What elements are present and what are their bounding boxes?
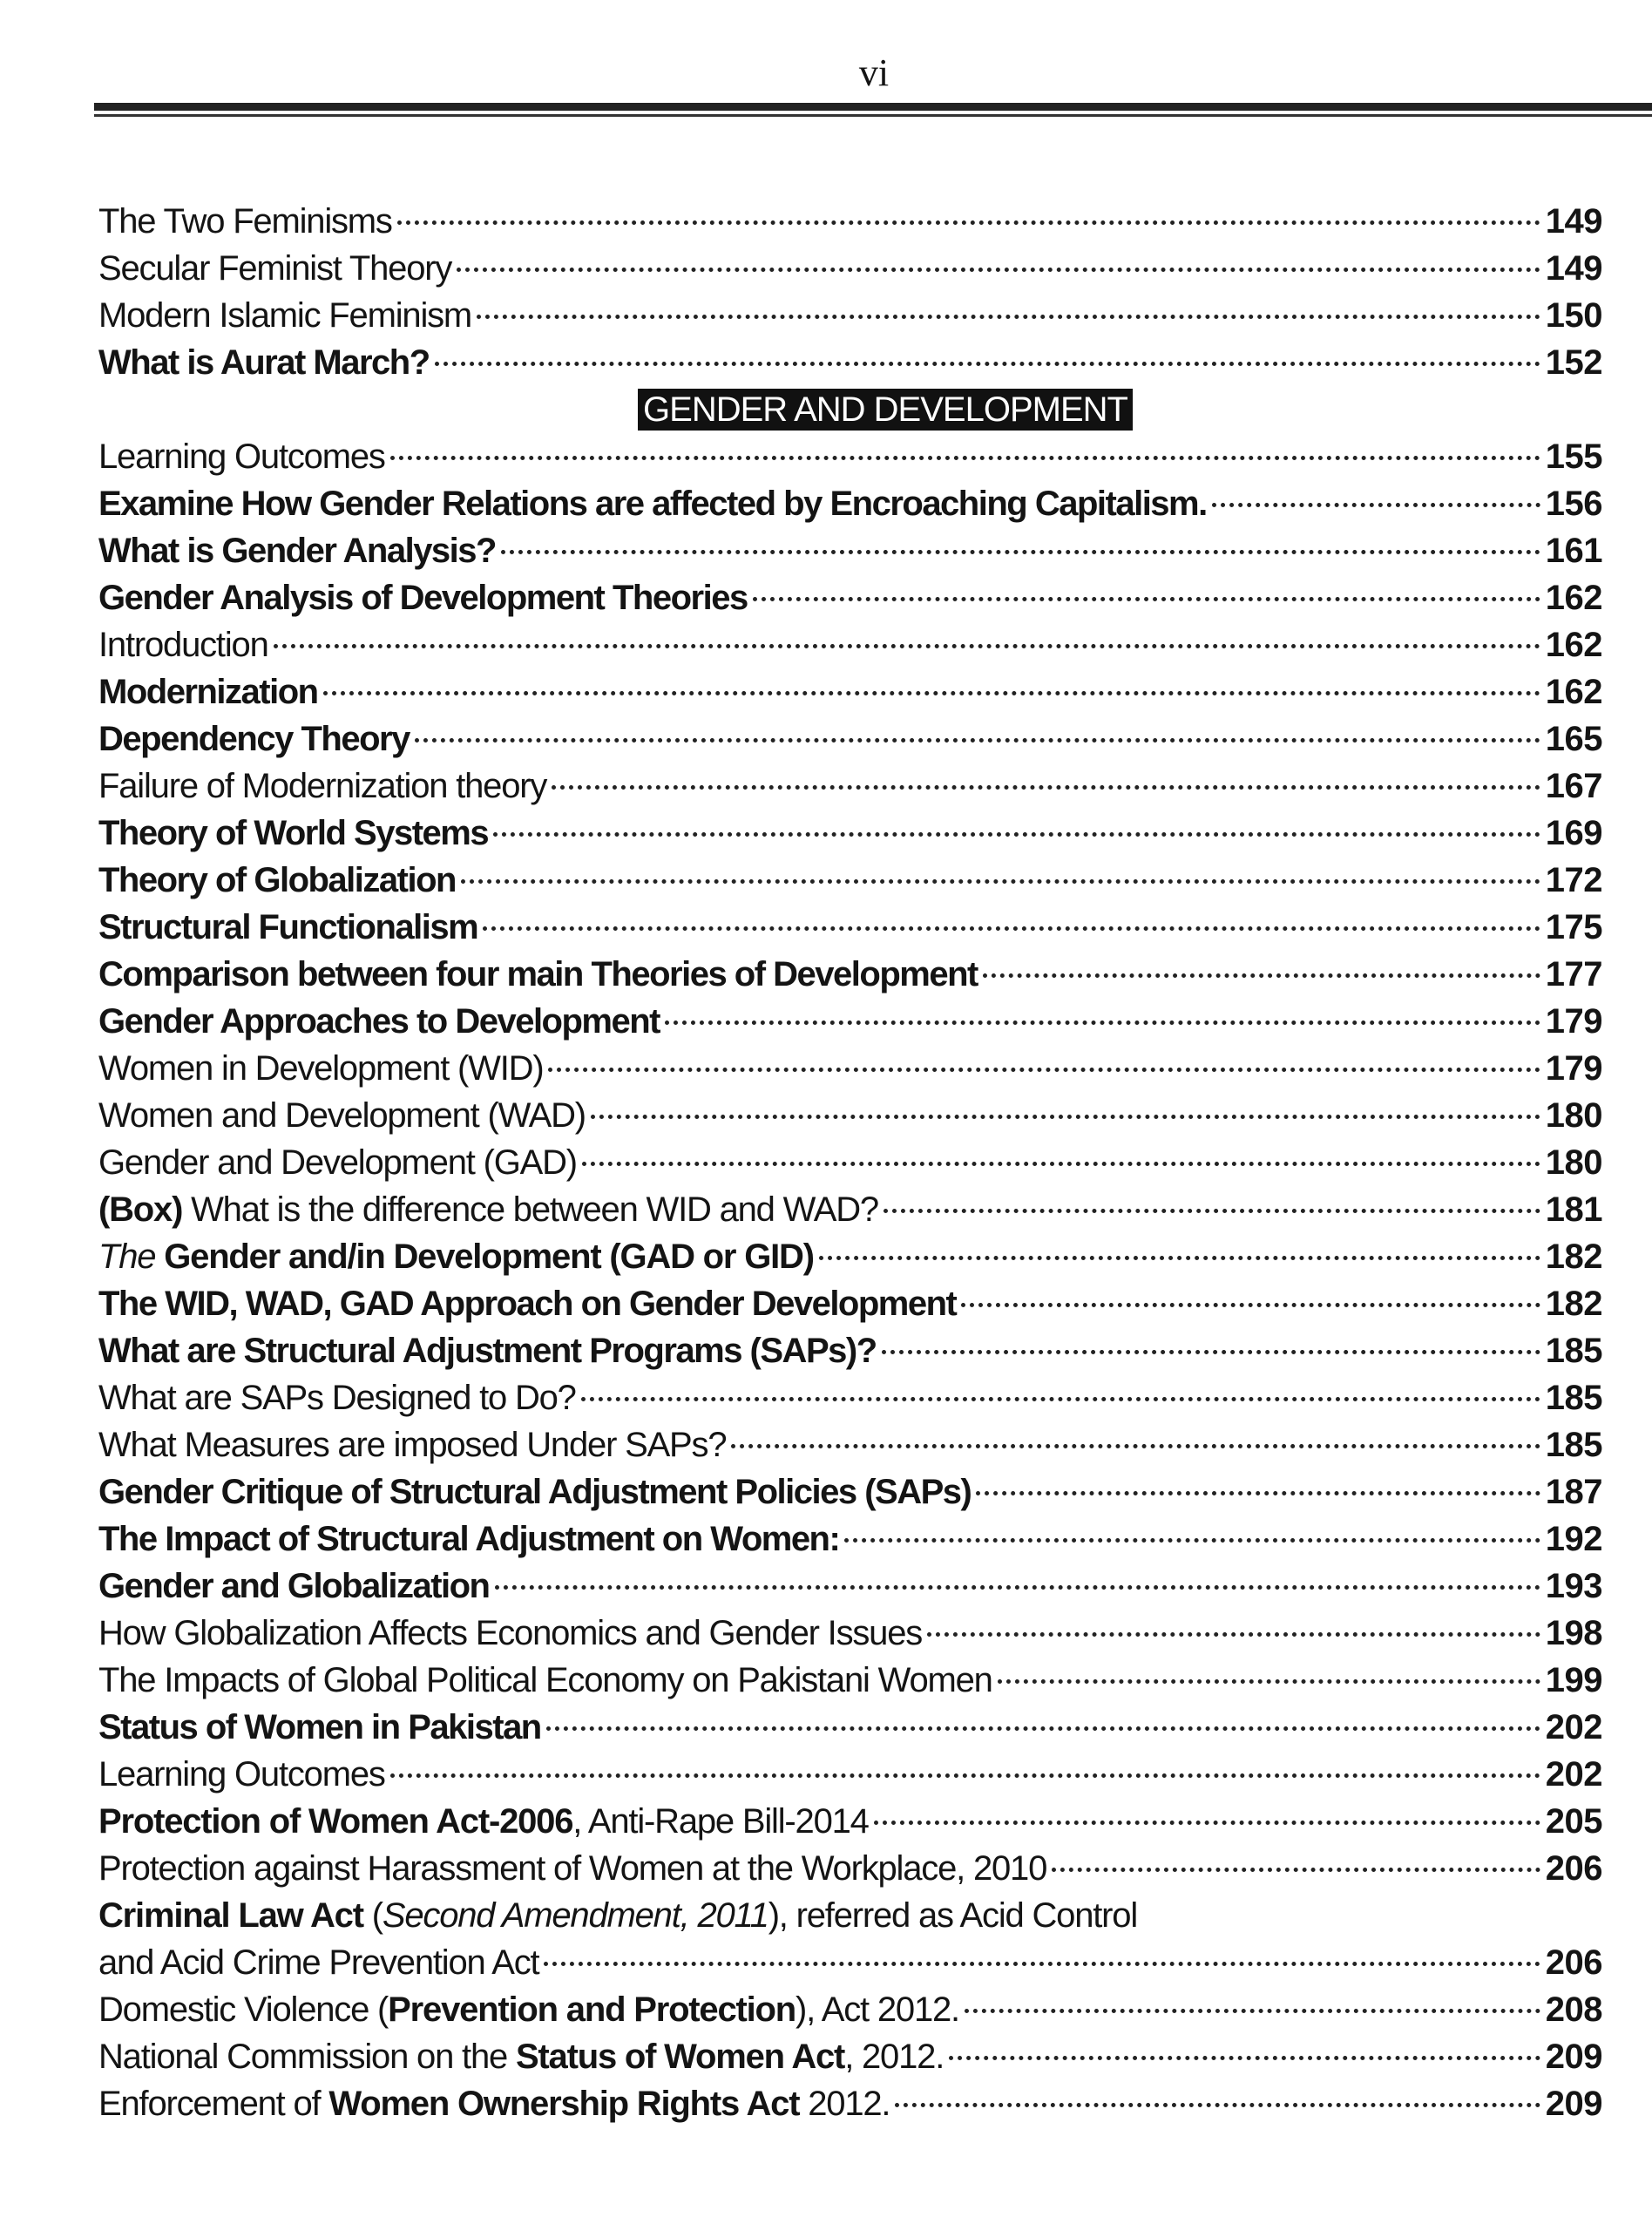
toc-entry-title [98,1986,959,2033]
toc-entry-page: 177 [1545,955,1602,993]
toc-entry-title [98,1092,586,1139]
dot-leader [415,738,1540,743]
dot-leader [457,268,1540,272]
toc-entry [98,1186,1602,1233]
toc-entry [98,1751,1602,1798]
toc-entry-title [98,339,430,386]
toc-entry-title [98,198,392,245]
toc-entry [98,1939,1602,1986]
toc-entry-title-part: Modern Islamic Feminism [98,296,472,335]
toc-entry [98,1516,1602,1563]
toc-entry-page: 149 [1545,249,1602,288]
toc-entry-title [98,904,477,951]
toc-entry-title-part: National Commission on the [98,2038,516,2076]
toc-entry-title-part: ( [362,1896,383,1935]
toc-entry-title-part: Gender and Globalization [98,1567,490,1605]
toc-entry [98,810,1602,857]
dot-leader [397,220,1540,225]
toc-entry-title-part: (Box) [98,1190,183,1229]
toc-entry-title-part: Failure of Modernization theory [98,767,547,805]
toc-entry-title-part: The [98,1238,156,1276]
dot-leader [949,2056,1540,2060]
toc-entry-title-part: Gender Critique of Structural Adjustment Policies (SAPs) [98,1473,972,1511]
toc-entry-title-part: What are SAPs Designed to Do? [98,1379,576,1417]
toc-entry-title-part: What Measures are imposed Under SAPs? [98,1426,727,1464]
toc-entry-title [98,292,471,339]
toc-entry [98,1563,1602,1610]
dot-leader [965,2009,1540,2013]
dot-leader [1052,1868,1540,1872]
toc-entry-page: 208 [1545,1990,1602,2029]
toc-entry-title-part: Enforcement of [98,2085,329,2123]
toc-entry-page: 182 [1545,1285,1602,1323]
toc-entry-page: 167 [1545,767,1602,805]
toc-entry [98,904,1602,951]
toc-entry-title-part: Gender and Development (GAD) [98,1143,577,1182]
toc-entry-title [98,245,451,292]
toc-entry-page: 202 [1545,1755,1602,1794]
toc-entry-title-part: The WID, WAD, GAD Approach on Gender Development [98,1285,957,1323]
toc-entry-title-part: Women and Development (WAD) [98,1096,586,1135]
toc-entry-title-part: Protection against Harassment of Women at the Workplace, 2010 [98,1849,1047,1888]
toc-entry-page: 172 [1545,861,1602,899]
toc-entry-page: 165 [1545,720,1602,758]
toc-entry-page: 205 [1545,1802,1602,1841]
toc-entry [98,1845,1602,1892]
dot-leader [548,1068,1540,1072]
toc-entry-title [98,668,318,715]
toc-entry [98,998,1602,1045]
toc-entry [98,1280,1602,1327]
toc-entry-title-part: , 2012. [844,2038,944,2076]
toc-entry [98,668,1602,715]
dot-leader [495,1585,1540,1590]
dot-leader [961,1303,1540,1307]
toc-entry-title-part: Second Amendment, 2011 [382,1896,768,1935]
toc-entry-title [98,857,456,904]
toc-entry [98,715,1602,763]
toc-entry-title-part: Introduction [98,626,268,664]
toc-entry-title-part: Prevention and Protection [388,1990,796,2029]
toc-entry-title-part: Domestic Violence ( [98,1990,389,2029]
dot-leader [1212,503,1540,507]
toc-entry-title-part: Modernization [98,673,318,711]
toc-group-top [98,198,1602,386]
toc-entry-title-part: Dependency Theory [98,720,410,758]
toc-entry-page: 175 [1545,908,1602,946]
dot-leader [493,832,1540,837]
dot-leader [983,973,1540,978]
toc-entry-title-part: Women in Development (WID) [98,1049,544,1088]
toc-entry [98,527,1602,574]
toc-entry-title-part: The Impacts of Global Political Economy on Pakistani Women [98,1661,992,1699]
header-rule-thick [94,103,1652,111]
toc-entry [98,763,1602,810]
dot-leader [390,456,1540,460]
toc-entry [98,480,1602,527]
dot-leader [844,1538,1540,1543]
toc-entry-title [98,1045,543,1092]
toc-entry-page: 179 [1545,1002,1602,1041]
toc-entry [98,1468,1602,1516]
toc-entry-title [98,1657,992,1704]
toc-entry-title [98,621,268,668]
toc-entry [98,433,1602,480]
toc-entry-title-part: Structural Functionalism [98,908,478,946]
toc-entry-page: 169 [1545,814,1602,852]
toc-entry [98,1986,1602,2033]
toc-entry-title [98,1704,541,1751]
section-heading: GENDER AND DEVELOPMENT [638,389,1133,431]
toc-entry-title-part: Women Ownership Rights Act [328,2085,800,2123]
dot-leader [544,1962,1540,1966]
dot-leader [477,315,1540,319]
dot-leader [731,1444,1540,1448]
toc-entry-page: 187 [1545,1473,1602,1511]
toc-entry-title-part: ), Act 2012. [796,1990,959,2029]
toc-entry-title-part: What are Structural Adjustment Programs (SAPs)? [98,1332,877,1370]
toc-entry-page: 180 [1545,1143,1602,1182]
toc-entry-title-part: Secular Feminist Theory [98,249,452,288]
dot-leader [582,1162,1540,1166]
toc-entry-title [98,1845,1046,1892]
toc-group-main [98,433,1602,2127]
page-number: vi [858,51,890,94]
toc-entry-title [98,951,978,998]
dot-leader [753,597,1540,601]
toc-entry-title-part: The Impact of Structural Adjustment on Women: [98,1520,840,1558]
toc-entry-title-part: and Acid Crime Prevention Act [98,1943,539,1982]
dot-leader [552,785,1540,790]
toc-entry-title-part: What is Gender Analysis? [98,532,496,570]
dot-leader [884,1209,1540,1213]
toc-entry [98,1421,1602,1468]
table-of-contents [98,198,1602,2127]
toc-entry-title-part: How Globalization Affects Economics and Gender Issues [98,1614,923,1652]
toc-entry-page: 193 [1545,1567,1602,1605]
toc-entry-title-part: Comparison between four main Theories of Development [98,955,978,993]
toc-entry-title [98,810,488,857]
toc-entry-page: 185 [1545,1332,1602,1370]
toc-entry-page: 179 [1545,1049,1602,1088]
toc-entry-title [98,527,496,574]
toc-entry-title [98,574,748,621]
toc-entry [98,1657,1602,1704]
dot-leader [819,1256,1540,1260]
dot-leader [390,1773,1540,1778]
toc-entry-title [98,433,385,480]
toc-entry [98,1892,1602,1939]
dot-leader [895,2103,1540,2107]
toc-entry-title-part: Gender and/in Development (GAD or GID) [155,1238,814,1276]
toc-entry-page: 182 [1545,1238,1602,1276]
dot-leader [483,926,1540,931]
toc-entry [98,292,1602,339]
toc-entry [98,1045,1602,1092]
dot-leader [591,1115,1540,1119]
toc-entry [98,1327,1602,1374]
toc-entry-title-part: What is Aurat March? [98,343,430,382]
toc-entry [98,2033,1602,2080]
section-heading-row [98,386,1602,433]
toc-entry-page: 149 [1545,202,1602,241]
toc-entry [98,621,1602,668]
toc-entry [98,198,1602,245]
toc-entry-title [98,1798,869,1845]
toc-entry-title-part: What is the difference between WID and WAD? [182,1190,878,1229]
toc-entry-title [98,1610,922,1657]
toc-entry-title [98,1139,577,1186]
toc-entry [98,574,1602,621]
toc-entry-page: 180 [1545,1096,1602,1135]
toc-entry-title [98,480,1207,527]
toc-entry [98,1798,1602,1845]
toc-entry-page: 156 [1545,485,1602,523]
toc-entry [98,1704,1602,1751]
toc-entry-title [98,1374,576,1421]
toc-entry-page: 206 [1545,1849,1602,1888]
toc-entry-title-part: 2012. [799,2085,890,2123]
dot-leader [323,691,1540,695]
toc-entry-page: 198 [1545,1614,1602,1652]
header-rule-thin [94,114,1652,117]
dot-leader [927,1632,1540,1637]
toc-entry-page: 150 [1545,296,1602,335]
toc-entry-title-part: Protection of Women Act-2006 [98,1802,573,1841]
toc-entry [98,245,1602,292]
toc-entry-page: 209 [1545,2038,1602,2076]
dot-leader [882,1350,1540,1354]
toc-entry-title [98,715,410,763]
toc-entry-page: 202 [1545,1708,1602,1746]
toc-entry-page: 181 [1545,1190,1602,1229]
toc-entry-title-part: Gender Approaches to Development [98,1002,660,1041]
toc-entry-page: 161 [1545,532,1602,570]
toc-entry [98,339,1602,386]
toc-entry [98,857,1602,904]
toc-entry-title-part: Criminal Law Act [98,1896,363,1935]
toc-entry-page: 162 [1545,579,1602,617]
toc-entry-title [98,763,546,810]
toc-entry-title-part: Status of Women Act [515,2038,845,2076]
toc-entry-title [98,1516,839,1563]
toc-entry-page: 185 [1545,1379,1602,1417]
toc-entry-title-part: Learning Outcomes [98,1755,385,1794]
toc-entry-page: 192 [1545,1520,1602,1558]
toc-entry-page: 206 [1545,1943,1602,1982]
toc-entry-title [98,1327,877,1374]
toc-entry-title [98,1892,1137,1939]
toc-entry-title [98,1280,956,1327]
toc-entry-title-part: Theory of World Systems [98,814,489,852]
toc-entry [98,1139,1602,1186]
toc-entry-title [98,2033,944,2080]
dot-leader [874,1821,1540,1825]
toc-entry-page: 162 [1545,673,1602,711]
toc-entry-title [98,1563,490,1610]
dot-leader [274,644,1540,648]
toc-entry-title [98,998,660,1045]
toc-entry-title-part: ), referred as Acid Control [768,1896,1138,1935]
toc-entry [98,1092,1602,1139]
toc-entry-title-part: Examine How Gender Relations are affected by Encroaching Capitalism. [98,485,1207,523]
dot-leader [998,1679,1540,1684]
toc-entry-title-part: Gender Analysis of Development Theories [98,579,748,617]
dot-leader [665,1021,1540,1025]
toc-entry-title [98,1233,814,1280]
toc-entry [98,1610,1602,1657]
toc-entry-page: 162 [1545,626,1602,664]
toc-entry-page: 185 [1545,1426,1602,1464]
toc-entry-title [98,1468,971,1516]
dot-leader [976,1491,1540,1495]
toc-entry-title [98,1939,538,1986]
toc-entry [98,951,1602,998]
toc-entry-title-part: Learning Outcomes [98,437,385,476]
toc-entry-page: 152 [1545,343,1602,382]
toc-entry-page: 155 [1545,437,1602,476]
toc-entry-title-part: , Anti-Rape Bill-2014 [572,1802,869,1841]
toc-entry-title [98,1421,726,1468]
toc-entry-title [98,2080,890,2127]
dot-leader [501,550,1540,554]
toc-entry-page: 209 [1545,2085,1602,2123]
toc-entry-page: 199 [1545,1661,1602,1699]
toc-entry-title [98,1186,878,1233]
dot-leader [435,362,1540,366]
toc-entry-title-part: Status of Women in Pakistan [98,1708,541,1746]
dot-leader [461,879,1540,884]
dot-leader [581,1397,1540,1401]
dot-leader [546,1726,1540,1731]
toc-entry-title [98,1751,385,1798]
toc-entry [98,1374,1602,1421]
toc-entry [98,2080,1602,2127]
toc-entry [98,1233,1602,1280]
toc-entry-title-part: The Two Feminisms [98,202,392,241]
toc-entry-title-part: Theory of Globalization [98,861,456,899]
